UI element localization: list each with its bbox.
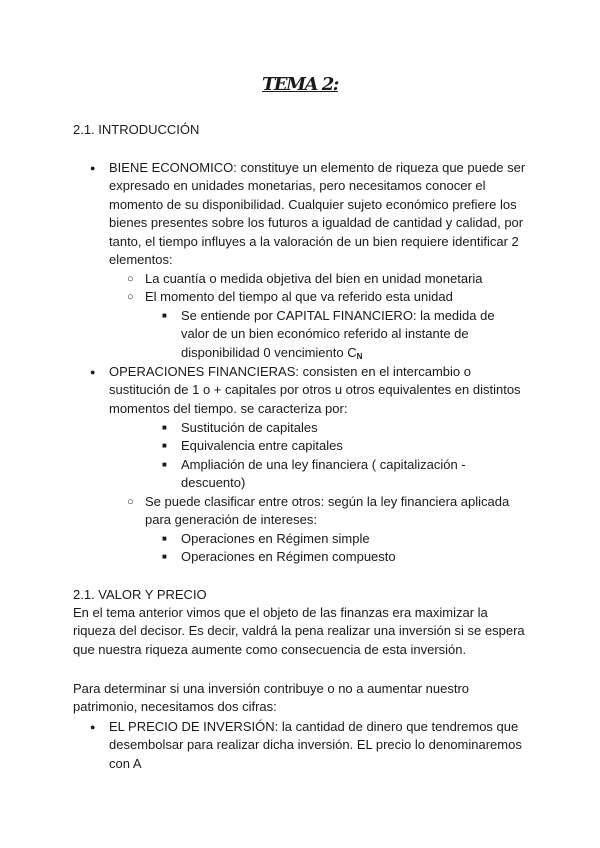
section-heading-introduccion: 2.1. INTRODUCCIÓN [73, 122, 200, 137]
list-item: ○ Se puede clasificar entre otros: según la ley financiera aplicada para generación de intereses: [145, 493, 525, 530]
bien-sublist [145, 270, 525, 307]
capital-list [181, 307, 526, 362]
list-item: ■ Sustitución de capitales [181, 419, 526, 437]
list-item: ○ La cuantía o medida objetiva del bien en unidad monetaria [145, 270, 525, 288]
paragraph: Para determinar si una inversión contribuye o no a aumentar nuestro patrimonio, necesitamos dos cifras: [73, 681, 469, 715]
list-item [181, 307, 526, 362]
operaciones-list [109, 363, 529, 418]
precio-list [109, 718, 529, 773]
page-title: TEMA 2: [262, 74, 338, 95]
clasificacion-list [145, 493, 525, 530]
list-item: ■ Ampliación de una ley financiera ( capitalización - descuento) [181, 456, 526, 493]
list-item: ■ Operaciones en Régimen compuesto [181, 548, 526, 566]
section-heading-valor-precio: 2.1. VALOR Y PRECIO [73, 587, 207, 602]
list-item: ■ Operaciones en Régimen simple [181, 530, 526, 548]
list-item: ● EL PRECIO DE INVERSIÓN: la cantidad de dinero que tendremos que desembolsar para realizar dicha inversión. EL precio lo denominaremos con A [109, 718, 529, 773]
operaciones-features [181, 419, 526, 493]
list-item: ○ El momento del tiempo al que va referido esta unidad [145, 288, 525, 306]
list-item: ● BIENE ECONOMICO: constituye un elemento de riqueza que puede ser expresado en unidades monetarias, pero necesitamos conocer el momento de su disponibilidad. Cualquier sujeto económico prefiere los bienes presentes sobre los futuros a igualdad de cantidad y calidad, por tanto, el tiempo influyes a la valoración de un bien requiere identificar 2 elementos: [109, 159, 529, 269]
paragraph: En el tema anterior vimos que el objeto de las finanzas era maximizar la riqueza del decisor. Es decir, valdrá la pena realizar una inversión si se espera que nuestra riqueza aumente como consecuencia de esta inversión. [73, 605, 525, 657]
subscript-n: N [356, 351, 363, 361]
capital-financiero-text: Se entiende por CAPITAL FINANCIERO: la medida de valor de un bien económico referido al instante de disponibilidad 0 vencimiento C [181, 308, 495, 360]
list-item: ● OPERACIONES FINANCIERAS: consisten en el intercambio o sustitución de 1 o + capitales por otros u otros equivalentes en distintos momentos del tiempo. se caracteriza por: [109, 363, 529, 418]
regimen-list [181, 530, 526, 567]
bien-list [109, 159, 529, 269]
list-item: ■ Equivalencia entre capitales [181, 437, 526, 455]
